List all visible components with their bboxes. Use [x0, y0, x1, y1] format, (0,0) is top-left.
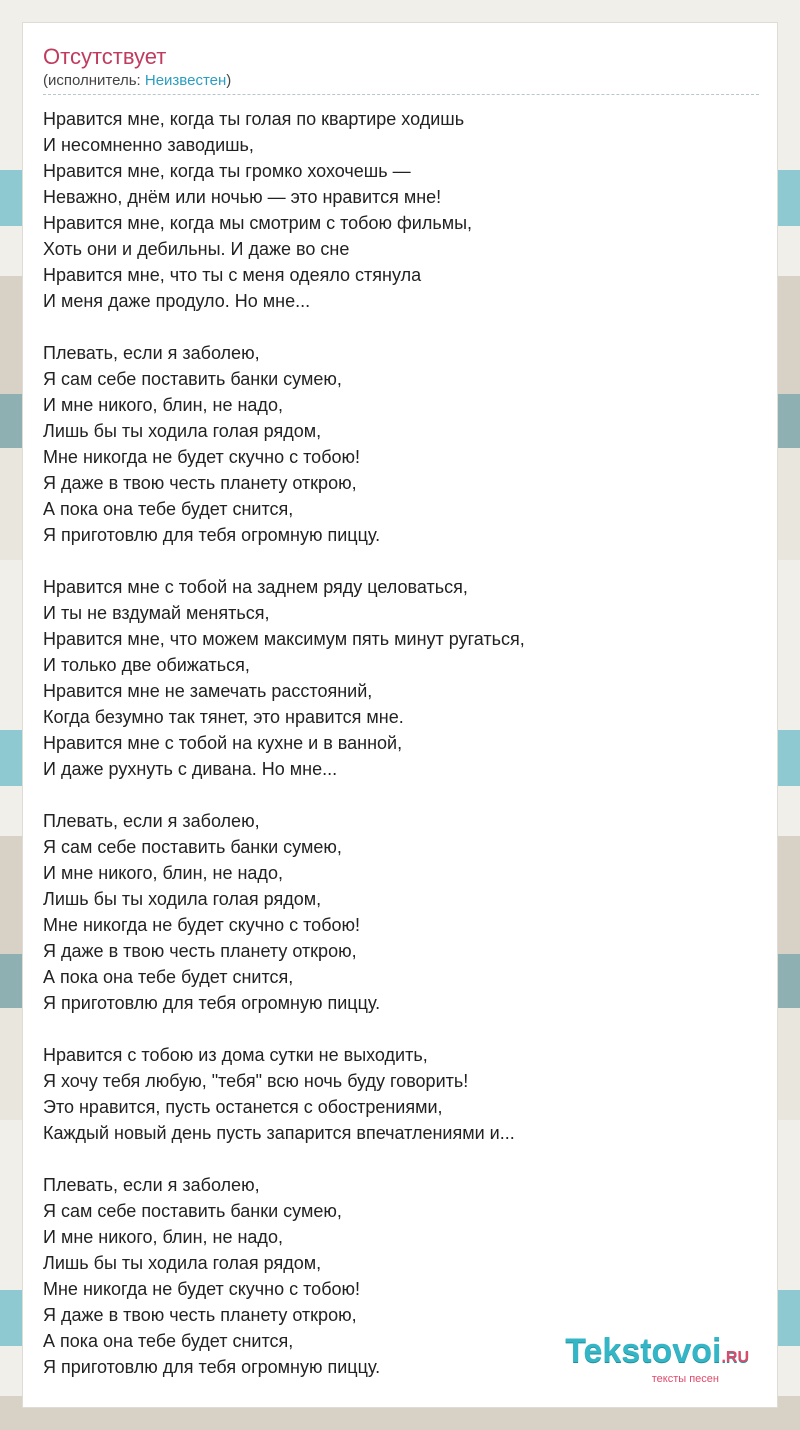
- lyrics-line: Нравится мне, что ты с меня одеяло стянула: [43, 265, 422, 285]
- lyrics-line: Нравится мне, что можем максимум пять минут ругаться,: [43, 629, 525, 649]
- lyrics-line: Я даже в твою честь планету открою,: [43, 473, 357, 493]
- lyrics-line: Плевать, если я заболею,: [43, 343, 260, 363]
- lyrics-line: Это нравится, пусть останется с обострениями,: [43, 1097, 443, 1117]
- artist-link[interactable]: Неизвестен: [144, 72, 227, 89]
- lyrics-line: Я приготовлю для тебя огромную пиццу.: [43, 993, 381, 1013]
- lyrics-line: Мне никогда не будет скучно с тобою!: [43, 1279, 361, 1299]
- lyrics-line: Хоть они и дебильны. И даже во сне: [43, 239, 350, 259]
- lyrics-line: Лишь бы ты ходила голая рядом,: [43, 1253, 322, 1273]
- lyrics-line: Каждый новый день пусть запарится впечатлениями и...: [43, 1123, 515, 1143]
- lyrics-body: [43, 106, 759, 1406]
- lyrics-line: Я сам себе поставить банки сумею,: [43, 837, 342, 857]
- lyrics-line: И мне никого, блин, не надо,: [43, 395, 283, 415]
- lyrics-stanza: [43, 1042, 759, 1146]
- lyrics-line: Нравится с тобою из дома сутки не выходить,: [43, 1045, 428, 1065]
- artist-suffix: ): [226, 72, 232, 89]
- logo-tagline: тексты песен: [651, 1373, 719, 1385]
- lyrics-line: Нравится мне не замечать расстояний,: [43, 681, 373, 701]
- lyrics-line: Мне никогда не будет скучно с тобою!: [43, 915, 361, 935]
- song-title: Отсутствует: [43, 44, 167, 69]
- lyrics-line: Нравится мне, когда ты голая по квартире ходишь: [43, 109, 465, 129]
- lyrics-line: И даже рухнуть с дивана. Но мне...: [43, 759, 338, 779]
- lyrics-card: [22, 22, 778, 1408]
- lyrics-line: Нравится мне, когда ты громко хохочешь —: [43, 161, 411, 181]
- lyrics-line: И несомненно заводишь,: [43, 135, 254, 155]
- lyrics-stanza: [43, 340, 759, 548]
- lyrics-line: А пока она тебе будет снится,: [43, 1331, 294, 1351]
- lyrics-line: Нравится мне с тобой на кухне и в ванной,: [43, 733, 403, 753]
- lyrics-line: Я хочу тебя любую, "тебя" всю ночь буду говорить!: [43, 1071, 469, 1091]
- lyrics-line: Я приготовлю для тебя огромную пиццу.: [43, 1357, 381, 1377]
- artist-line: [43, 71, 759, 91]
- lyrics-line: А пока она тебе будет снится,: [43, 967, 294, 987]
- song-header: [43, 43, 759, 91]
- lyrics-line: И меня даже продуло. Но мне...: [43, 291, 311, 311]
- lyrics-line: Когда безумно так тянет, это нравится мне.: [43, 707, 404, 727]
- artist-prefix: (исполнитель:: [43, 72, 145, 89]
- lyrics-line: И ты не вздумай меняться,: [43, 603, 270, 623]
- lyrics-line: Лишь бы ты ходила голая рядом,: [43, 889, 322, 909]
- lyrics-line: А пока она тебе будет снится,: [43, 499, 294, 519]
- lyrics-line: Я даже в твою честь планету открою,: [43, 941, 357, 961]
- lyrics-line: Я сам себе поставить банки сумею,: [43, 1201, 342, 1221]
- lyrics-stanza: [43, 808, 759, 1016]
- lyrics-line: Плевать, если я заболею,: [43, 1175, 260, 1195]
- lyrics-line: Я сам себе поставить банки сумею,: [43, 369, 342, 389]
- lyrics-line: Плевать, если я заболею,: [43, 811, 260, 831]
- logo-name: Tekstovoi: [565, 1332, 722, 1370]
- lyrics-line: Неважно, днём или ночью — это нравится мне!: [43, 187, 442, 207]
- lyrics-line: Мне никогда не будет скучно с тобою!: [43, 447, 361, 467]
- lyrics-line: И только две обижаться,: [43, 655, 250, 675]
- logo-tld: .RU: [721, 1349, 749, 1366]
- site-logo[interactable]: [565, 1334, 749, 1385]
- header-divider: [43, 94, 759, 95]
- lyrics-line: Я даже в твою честь планету открою,: [43, 1305, 357, 1325]
- lyrics-line: Нравится мне с тобой на заднем ряду целоваться,: [43, 577, 468, 597]
- lyrics-line: И мне никого, блин, не надо,: [43, 1227, 283, 1247]
- lyrics-stanza: [43, 106, 759, 314]
- lyrics-line: И мне никого, блин, не надо,: [43, 863, 283, 883]
- lyrics-line: Я приготовлю для тебя огромную пиццу.: [43, 525, 381, 545]
- lyrics-line: Лишь бы ты ходила голая рядом,: [43, 421, 322, 441]
- lyrics-line: Нравится мне, когда мы смотрим с тобою фильмы,: [43, 213, 473, 233]
- lyrics-stanza: [43, 574, 759, 782]
